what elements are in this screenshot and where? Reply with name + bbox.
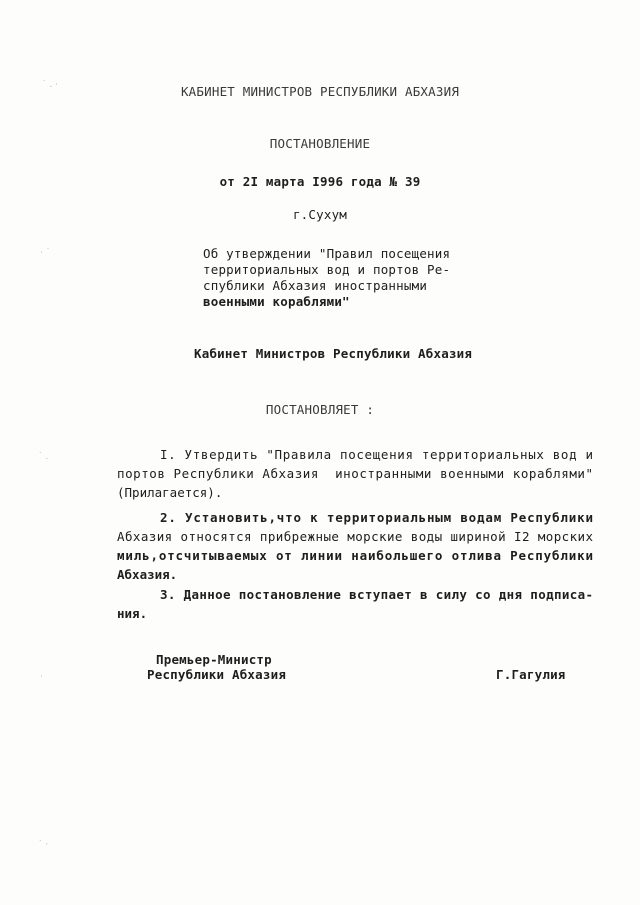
item-text-line: ния. <box>117 606 148 621</box>
scan-speck: ˙ · <box>38 840 49 850</box>
item-text-line: Абхазия относятся прибрежные морские воды шириной I2 морских <box>117 529 594 544</box>
subject-line: военными кораблями" <box>203 294 350 309</box>
item-text-line: миль,отсчитываемых от линии наибольшего отлива Республики <box>117 548 594 563</box>
scan-speck: · <box>40 672 43 682</box>
issuer-line: Кабинет Министров Республики Абхазия <box>194 346 473 361</box>
subject-line: спублики Абхазия иностранными <box>203 278 428 293</box>
document-type: ПОСТАНОВЛЕНИЕ <box>269 136 371 151</box>
scan-speck: ˙ . <box>38 452 49 462</box>
item-text-line: 2. Установить,что к территориальным водам Республики <box>160 510 594 525</box>
item-text-line: портов Республики Абхазия иностранными военными кораблями" <box>117 466 594 481</box>
signatory-title: Премьер-Министр <box>156 652 272 667</box>
item-text-line: I. Утвердить "Правила посещения территориальных вод и <box>160 447 594 462</box>
subject-line: Об утверждении "Правил посещения <box>203 246 451 261</box>
document-date: от 2I марта I996 года № 39 <box>219 174 421 189</box>
signatory-name: Г.Гагулия <box>496 667 566 682</box>
subject-line: территориальных вод и портов Ре- <box>203 262 451 277</box>
item-text-line: (Прилагается). <box>117 485 223 500</box>
resolves-line: ПОСТАНОВЛЯЕТ : <box>265 402 375 417</box>
item-text-line: Абхазия. <box>117 567 178 582</box>
document-city: г.Сухум <box>292 207 348 222</box>
scan-speck: · ˙ <box>40 248 51 258</box>
cabinet-heading: КАБИНЕТ МИНИСТРОВ РЕСПУБЛИКИ АБХАЗИЯ <box>180 84 460 99</box>
signatory-title: Республики Абхазия <box>147 667 287 682</box>
item-text-line: 3. Данное постановление вступает в силу со дня подписа- <box>160 587 594 602</box>
scan-speck: ˙ . · <box>42 80 58 90</box>
